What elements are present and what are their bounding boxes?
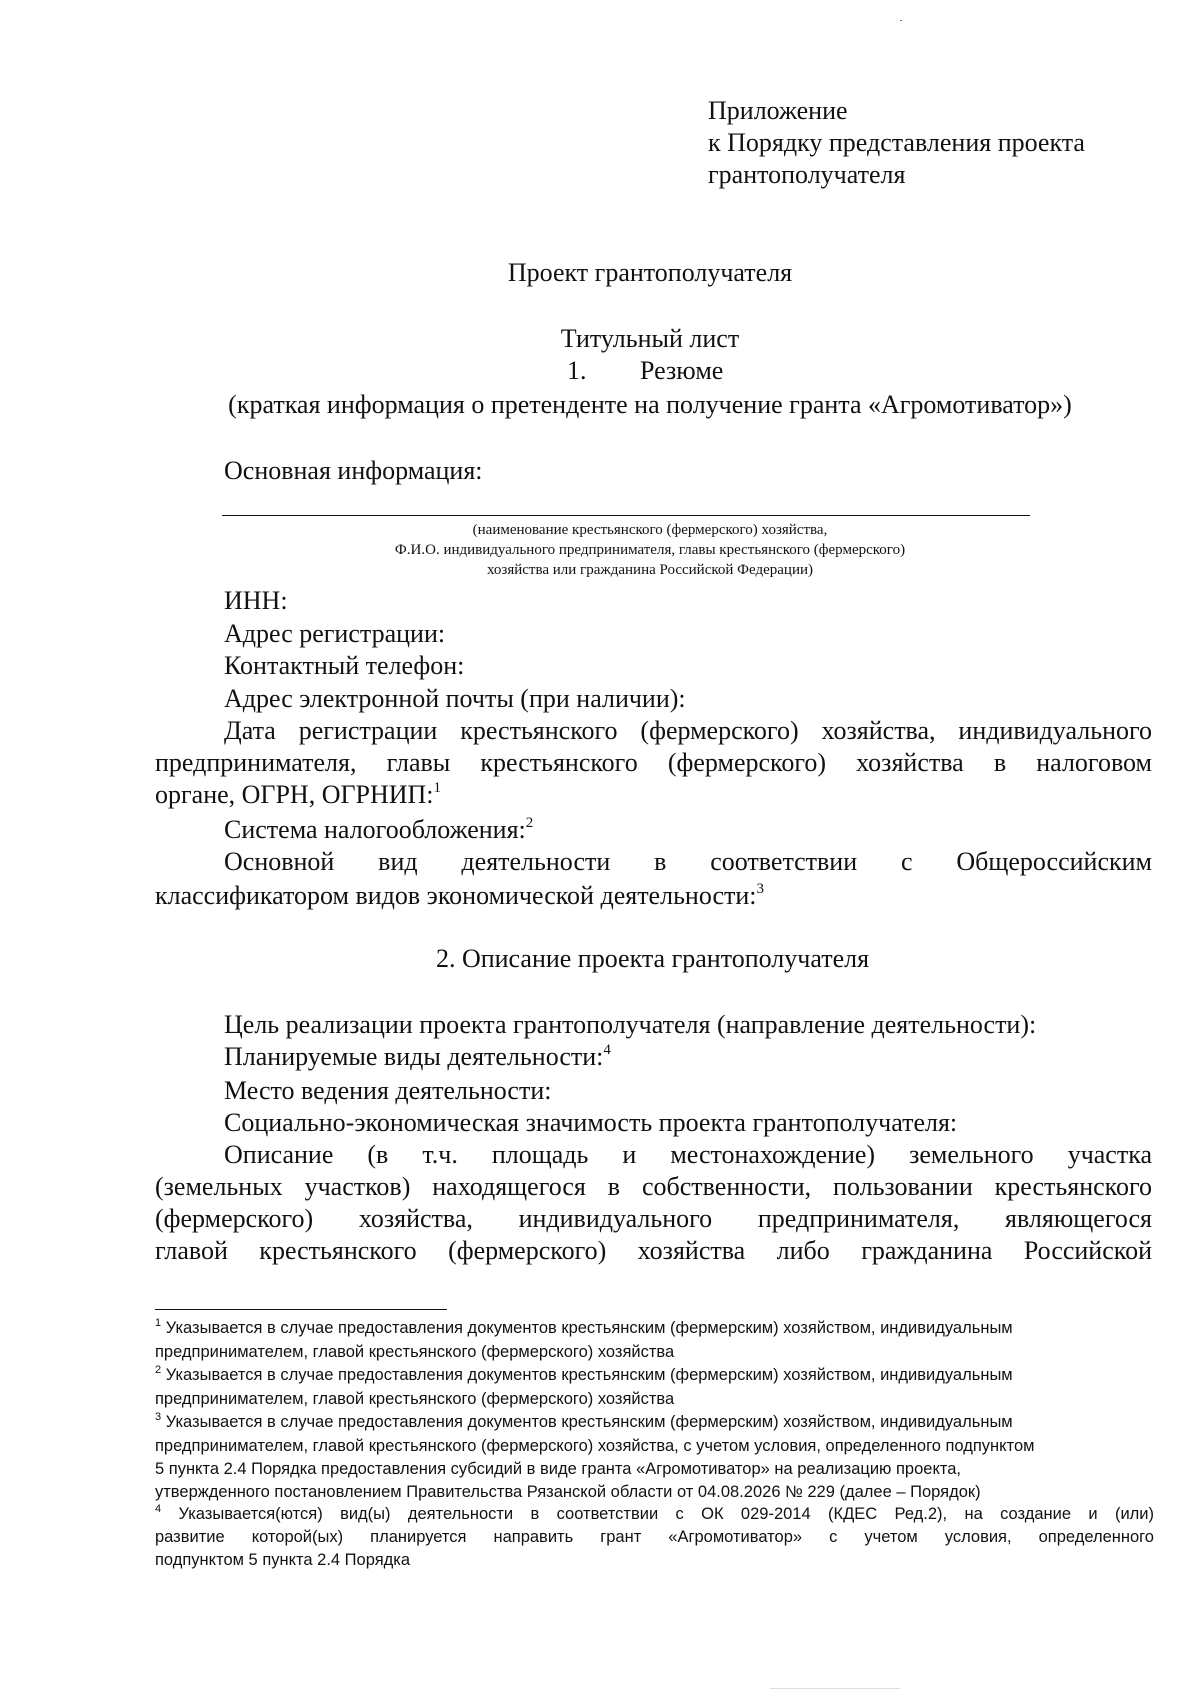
footnote-ref-3: 3 [756, 881, 765, 897]
section-2-land-line-1: Описание (в т.ч. площадь и местонахождение) земельного участка [224, 1140, 1152, 1169]
footnote-ref-4: 4 [603, 1042, 611, 1058]
section-1-subtitle: (краткая информация о претенденте на получение гранта «Агромотиватор») [228, 390, 1072, 419]
footnote-2-text: Указывается в случае предоставления документов крестьянским (фермерским) хозяйством, индивидуальным [165, 1366, 1013, 1384]
footnote-ref-1: 1 [433, 780, 442, 796]
field-reg-date-line-3 [155, 780, 441, 810]
footnote-1-line-1 [155, 1317, 1013, 1339]
footnote-3-line-3: 5 пункта 2.4 Порядка предоставления субсидий в виде гранта «Агромотиватор» на реализацию проекта, [155, 1460, 961, 1478]
footnote-3-number: 3 [155, 1411, 162, 1423]
section-2-place: Место ведения деятельности: [224, 1076, 552, 1105]
field-okved-text: классификатором видов экономической деятельности: [155, 881, 757, 910]
footnote-2-number: 2 [155, 1364, 162, 1376]
footnote-1-line-2: предпринимателем, главой крестьянского (фермерского) хозяйства [155, 1343, 675, 1361]
field-address: Адрес регистрации: [224, 619, 446, 648]
field-okved-line-2 [155, 881, 764, 911]
section-2-land-line-2: (земельных участков) находящегося в собственности, пользовании крестьянского [155, 1172, 1152, 1201]
footnote-4-line-3: подпунктом 5 пункта 2.4 Порядка [155, 1551, 411, 1569]
field-inn: ИНН: [224, 586, 288, 615]
field-phone: Контактный телефон: [224, 651, 465, 680]
footnote-3-text: Указывается в случае предоставления документов крестьянским (фермерским) хозяйством, индивидуальным [165, 1413, 1013, 1431]
section-2-significance: Социально-экономическая значимость проекта грантополучателя: [224, 1108, 958, 1137]
document-title: Проект грантополучателя [507, 258, 793, 287]
footnote-4-line-2: развитие которой(ых) планируется направить грант «Агромотиватор» с учетом условия, определенного [155, 1528, 1154, 1546]
footnote-separator [155, 1309, 447, 1310]
section-2-land-line-3: (фермерского) хозяйства, индивидуального предпринимателя, являющегося [155, 1204, 1152, 1233]
name-hint-line-2: Ф.И.О. индивидуального предпринимателя, главы крестьянского (фермерского) [394, 542, 906, 558]
appendix-line-2: к Порядку представления проекта [708, 128, 1085, 157]
section-2-title: 2. Описание проекта грантополучателя [435, 944, 870, 973]
section-2-goal: Цель реализации проекта грантополучателя (направление деятельности): [224, 1010, 1037, 1039]
name-hint-line-3: хозяйства или гражданина Российской Федерации) [486, 562, 814, 578]
footnote-ref-2: 2 [525, 815, 534, 831]
section-2-land-line-4: главой крестьянского (фермерского) хозяйства либо гражданина Российской [155, 1236, 1152, 1265]
name-hint-line-1: (наименование крестьянского (фермерского) хозяйства, [472, 522, 828, 538]
field-reg-date-text: органе, ОГРН, ОГРНИП: [155, 780, 434, 809]
field-reg-date-line-1: Дата регистрации крестьянского (фермерского) хозяйства, индивидуального [224, 716, 1152, 745]
footnote-2-line-2: предпринимателем, главой крестьянского (фермерского) хозяйства [155, 1390, 675, 1408]
title-page-heading: Титульный лист [560, 324, 740, 353]
scan-speck [900, 20, 902, 21]
footnote-4-text: Указывается(ются) вид(ы) деятельности в соответствии с ОК 029-2014 (КДЕС Ред.2), на создание и (или) [178, 1505, 1154, 1523]
footnote-1-text: Указывается в случае предоставления документов крестьянским (фермерским) хозяйством, индивидуальным [165, 1319, 1013, 1337]
field-tax-text: Система налогообложения: [224, 815, 526, 844]
section-1-number: 1. [567, 356, 587, 385]
footnote-3-line-4: утвержденного постановлением Правительства Рязанской области от 04.08.2026 № 229 (далее – Порядок) [155, 1483, 981, 1501]
appendix-line-3: грантополучателя [708, 160, 906, 189]
main-info-label: Основная информация: [224, 456, 483, 485]
footnote-2-line-1 [155, 1364, 1013, 1386]
footnote-4-number: 4 [155, 1503, 162, 1515]
field-okved-line-1: Основной вид деятельности в соответствии с Общероссийским [224, 847, 1152, 876]
footnote-4-line-1 [155, 1503, 1154, 1525]
section-2-planned-text: Планируемые виды деятельности: [224, 1042, 604, 1071]
scan-edge-mark [770, 1688, 900, 1689]
section-2-planned [224, 1042, 611, 1072]
field-reg-date-line-2: предпринимателя, главы крестьянского (фермерского) хозяйства в налоговом [155, 748, 1152, 777]
appendix-line-1: Приложение [708, 96, 848, 125]
field-email: Адрес электронной почты (при наличии): [224, 684, 686, 713]
footnote-3-line-1 [155, 1411, 1013, 1433]
section-1-name: Резюме [640, 356, 724, 385]
footnote-1-number: 1 [155, 1317, 162, 1329]
field-tax-system [224, 815, 533, 845]
footnote-3-line-2: предпринимателем, главой крестьянского (фермерского) хозяйства, с учетом условия, определенного подпунктом [155, 1437, 1035, 1455]
name-underline [222, 515, 1030, 516]
